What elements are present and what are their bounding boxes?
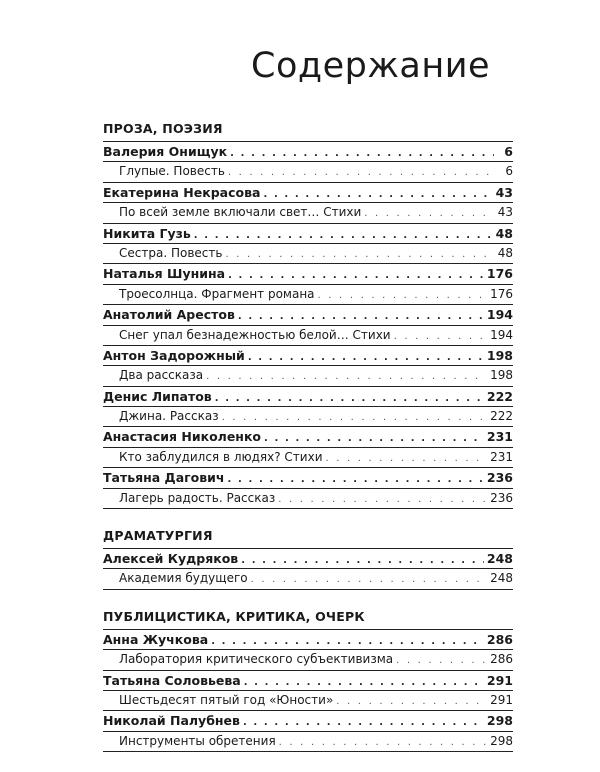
toc-author-row[interactable] [103,671,513,691]
dot-leader [263,185,492,204]
author-name: Алексей Кудряков [103,551,239,567]
table-of-contents [103,122,513,772]
dot-leader [318,286,488,305]
toc-author-row[interactable] [103,468,513,488]
toc-work-row[interactable] [103,162,513,182]
page-number: 231 [486,429,513,445]
toc-author-row[interactable] [103,549,513,569]
toc-author-row[interactable] [103,387,513,407]
dot-leader [228,470,484,489]
author-name: Анастасия Николенко [103,429,262,445]
page-number: 198 [486,347,513,363]
toc-author-row[interactable] [103,711,513,731]
author-name: Валерия Онищук [103,144,228,159]
page-number: 298 [490,733,513,748]
page-number: 222 [490,409,513,424]
page-number: 298 [486,713,513,729]
author-name: Татьяна Дагович [103,470,225,486]
work-title: Инструменты обретения [119,733,276,748]
toc-work-row[interactable] [103,244,513,264]
toc-author-row[interactable] [103,630,513,650]
section-prose-poetry [103,122,513,509]
author-name: Анатолий Арестов [103,307,235,323]
toc-work-row[interactable] [103,569,513,589]
dot-leader [278,490,487,509]
section-heading: ПУБЛИЦИСТИКА, КРИТИКА, ОЧЕРК [103,610,513,630]
work-title: Лаборатория критического субъективизма [119,652,394,667]
work-title: Снег упал безнадежностью белой… Стихи [119,327,391,342]
author-name: Екатерина Некрасова [103,184,261,200]
author-name: Анна Жучкова [103,631,209,647]
page-number: 48 [497,245,513,260]
dot-leader [248,348,484,367]
toc-work-row[interactable] [103,285,513,305]
dot-leader [225,245,494,264]
toc-work-row[interactable] [103,732,513,752]
section-heading: ПРОЗА, ПОЭЗИЯ [103,122,513,142]
author-name: Наталья Шунина [103,266,226,282]
dot-leader [396,651,487,670]
page-number: 6 [504,144,513,159]
page-number: 222 [486,388,513,404]
toc-work-row[interactable] [103,407,513,427]
dot-leader [244,673,484,692]
toc-author-row[interactable] [103,183,513,203]
page-number: 248 [486,551,513,567]
page-number: 286 [486,631,513,647]
author-name: Татьяна Соловьева [103,672,241,688]
dot-leader [394,327,487,346]
toc-author-row[interactable] [103,264,513,284]
page-number: 236 [486,470,513,486]
dot-leader [228,266,484,285]
dot-leader [238,307,484,326]
author-name: Никита Гузь [103,225,191,241]
author-name: Николай Палубнев [103,713,240,729]
dot-leader [364,204,494,223]
work-title: Два рассказа [119,368,204,383]
dot-leader [228,163,494,182]
page-number: 43 [495,184,513,200]
page-number: 291 [490,692,513,707]
toc-work-row[interactable] [103,366,513,386]
page-number: 6 [505,164,513,179]
toc-work-row[interactable] [103,650,513,670]
toc-author-row[interactable] [103,305,513,325]
work-title: Лагерь радость. Рассказ [119,490,276,505]
dot-leader [264,429,484,448]
dot-leader [211,632,484,651]
toc-author-row[interactable] [103,224,513,244]
dot-leader [230,144,494,163]
dot-leader [194,226,493,245]
dot-leader [222,408,488,427]
page-title: Содержание [251,46,490,86]
work-title: Академия будущего [119,571,248,586]
page-number: 176 [490,286,513,301]
dot-leader [336,692,487,711]
dot-leader [243,713,484,732]
dot-leader [215,389,484,408]
page-number: 194 [486,307,513,323]
section-drama [103,529,513,590]
author-name: Антон Задорожный [103,347,245,363]
work-title: Сестра. Повесть [119,245,223,260]
toc-work-row[interactable] [103,203,513,223]
work-title: Глупые. Повесть [119,164,225,179]
section-heading: ДРАМАТУРГИЯ [103,529,513,549]
toc-work-row[interactable] [103,326,513,346]
page-number: 48 [495,225,513,241]
toc-author-row[interactable] [103,427,513,447]
toc-work-row[interactable] [103,489,513,509]
page-number: 198 [490,368,513,383]
author-name: Денис Липатов [103,388,212,404]
page-number: 194 [490,327,513,342]
page-number: 248 [490,571,513,586]
dot-leader [279,733,487,752]
page-number: 291 [486,672,513,688]
page-number: 236 [490,490,513,505]
page-number: 176 [486,266,513,282]
toc-author-row[interactable] [103,346,513,366]
dot-leader [326,449,488,468]
work-title: Шестьдесят пятый год «Юности» [119,692,334,707]
page-number: 43 [497,205,513,220]
dot-leader [241,551,484,570]
section-journalism-criticism [103,610,513,752]
dot-leader [206,367,487,386]
work-title: Джина. Рассказ [119,409,219,424]
toc-work-row[interactable] [103,448,513,468]
dot-leader [251,570,487,589]
work-title: Троесолнца. Фрагмент романа [119,286,315,301]
work-title: По всей земле включали свет… Стихи [119,205,362,220]
work-title: Кто заблудился в людях? Стихи [119,449,323,464]
toc-author-row[interactable] [103,142,513,162]
toc-work-row[interactable] [103,691,513,711]
page-number: 286 [490,652,513,667]
page-number: 231 [490,449,513,464]
